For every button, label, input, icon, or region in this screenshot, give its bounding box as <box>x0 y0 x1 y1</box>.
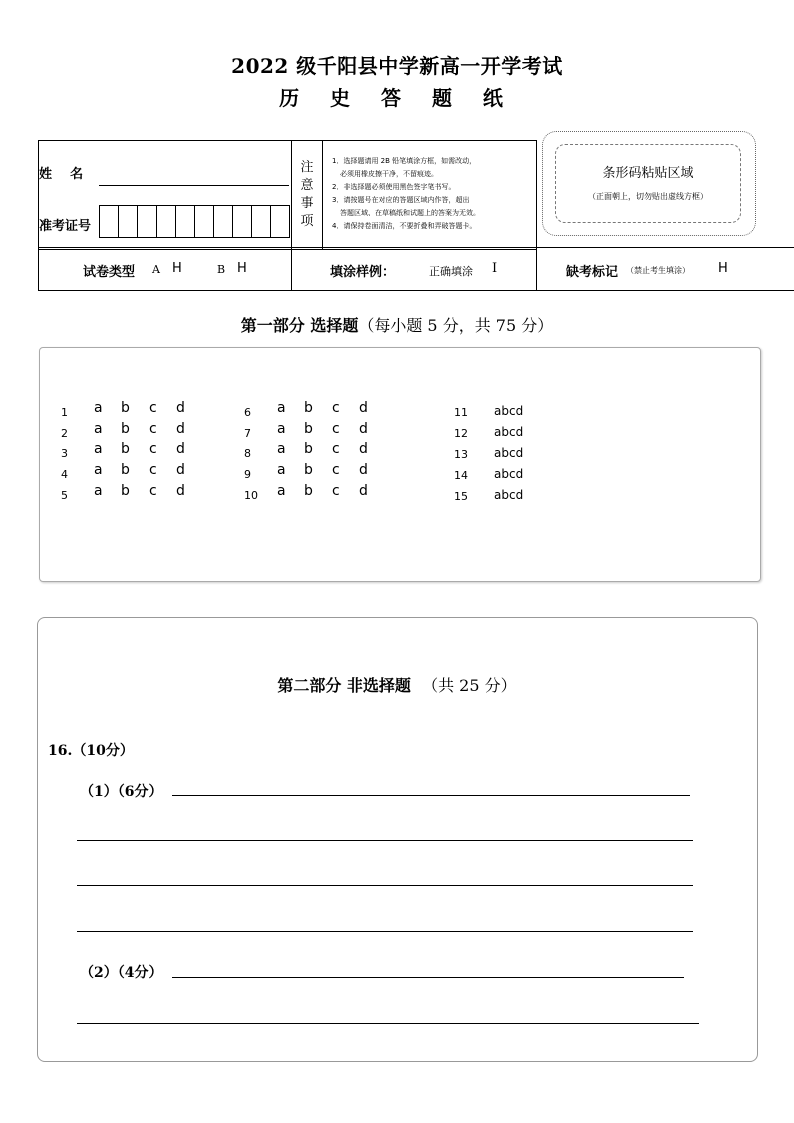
option-bubble[interactable]: a <box>277 400 286 416</box>
sample-mark: I <box>492 261 498 276</box>
question-number: 6 <box>244 406 251 419</box>
part2-title: 第二部分 非选择题 （共 25 分） <box>277 676 517 695</box>
option-bubble[interactable]: a <box>94 462 103 478</box>
answer-line[interactable] <box>77 931 693 932</box>
question-number: 10 <box>244 489 258 502</box>
answer-line[interactable] <box>172 795 690 796</box>
option-bubble[interactable]: a <box>94 400 103 416</box>
question-number: 3 <box>61 447 68 460</box>
option-bubble[interactable]: d <box>176 483 185 499</box>
type-a-bubble[interactable]: H <box>172 261 182 276</box>
option-bubbles[interactable]: abcd <box>494 425 524 439</box>
question-number: 12 <box>454 427 468 440</box>
option-bubble[interactable]: c <box>332 483 340 499</box>
question-number: 5 <box>61 489 68 502</box>
option-bubble[interactable]: a <box>94 421 103 437</box>
option-bubble[interactable]: d <box>359 441 368 457</box>
part1-title: 第一部分 选择题（每小题 5 分，共 75 分） <box>240 316 554 335</box>
student-info-box <box>38 140 291 250</box>
absent-note: （禁止考生填涂） <box>626 266 690 275</box>
question-number: 15 <box>454 490 468 503</box>
question-number: 7 <box>244 427 251 440</box>
option-bubble[interactable]: c <box>149 441 157 457</box>
option-bubble[interactable]: b <box>121 462 130 478</box>
notes-box <box>291 140 537 250</box>
option-bubble[interactable]: d <box>176 421 185 437</box>
option-bubble[interactable]: b <box>121 421 130 437</box>
question-number: 4 <box>61 468 68 481</box>
notes-text: 1．选择题请用 2B 铅笔填涂方框，如需改动， 必须用橡皮擦干净，不留痕迹。 2．非选择题必须使用黑色签字笔书写。 3．请按题号在对应的答题区域内作答，超出 答题区域、在草稿纸和试题上的答案为无效。 4．请保持卷面清洁，不要折叠和弄破答题卡。 <box>332 157 480 230</box>
answer-line[interactable] <box>77 1023 699 1024</box>
option-bubble[interactable]: c <box>149 483 157 499</box>
option-bubble[interactable]: d <box>359 421 368 437</box>
absent-label: 缺考标记 <box>566 265 619 280</box>
option-bubble[interactable]: d <box>359 483 368 499</box>
name-label: 姓 名 <box>39 167 84 182</box>
option-bubble[interactable]: d <box>176 462 185 478</box>
barcode-label: 条形码粘贴区域 <box>602 166 694 181</box>
sample-text: 正确填涂 <box>429 265 473 278</box>
question-number: 13 <box>454 448 468 461</box>
option-bubble[interactable]: a <box>277 483 286 499</box>
option-bubble[interactable]: c <box>332 400 340 416</box>
exam-subtitle: 历 史 答 题 纸 <box>279 86 515 110</box>
type-b-label: B <box>217 263 226 276</box>
option-bubble[interactable]: c <box>332 421 340 437</box>
question-number: 2 <box>61 427 68 440</box>
sample-label: 填涂样例： <box>330 265 396 280</box>
answer-line[interactable] <box>77 885 693 886</box>
question-number: 9 <box>244 468 251 481</box>
option-bubbles[interactable]: abcd <box>494 404 524 418</box>
q16-part1-label: （1）（6分） <box>80 784 163 800</box>
option-bubble[interactable]: d <box>176 400 185 416</box>
option-bubble[interactable]: d <box>359 462 368 478</box>
option-bubble[interactable]: b <box>304 462 313 478</box>
question-number: 11 <box>454 406 468 419</box>
option-bubble[interactable]: d <box>176 441 185 457</box>
option-bubble[interactable]: b <box>304 441 313 457</box>
q16-part2-label: （2）（4分） <box>80 965 163 981</box>
option-bubble[interactable]: a <box>277 441 286 457</box>
option-bubble[interactable]: b <box>304 421 313 437</box>
question-number: 14 <box>454 469 468 482</box>
barcode-note: （正面朝上，切勿贴出虚线方框） <box>588 192 708 201</box>
exam-type-row <box>38 247 794 291</box>
exam-number-cells[interactable] <box>99 205 290 238</box>
option-bubbles[interactable]: abcd <box>494 467 524 481</box>
type-a-label: A <box>152 263 160 276</box>
option-bubbles[interactable]: abcd <box>494 488 524 502</box>
question-number: 8 <box>244 447 251 460</box>
notes-heading: 注 意 事 项 <box>292 141 323 249</box>
answer-line[interactable] <box>77 840 693 841</box>
paper-type-label: 试卷类型 <box>83 265 136 280</box>
absent-bubble[interactable]: H <box>718 261 728 276</box>
exam-title: 2022 级千阳县中学新高一开学考试 <box>231 54 563 78</box>
option-bubble[interactable]: c <box>149 462 157 478</box>
option-bubble[interactable]: b <box>121 483 130 499</box>
option-bubbles[interactable]: abcd <box>494 446 524 460</box>
option-bubble[interactable]: b <box>304 483 313 499</box>
option-bubble[interactable]: b <box>121 441 130 457</box>
answer-line[interactable] <box>172 977 684 978</box>
barcode-area <box>542 131 756 236</box>
option-bubble[interactable]: c <box>332 462 340 478</box>
option-bubble[interactable]: a <box>94 441 103 457</box>
type-b-bubble[interactable]: H <box>237 261 247 276</box>
option-bubble[interactable]: a <box>277 421 286 437</box>
option-bubble[interactable]: b <box>121 400 130 416</box>
option-bubble[interactable]: d <box>359 400 368 416</box>
q16-label: 16.（10分） <box>48 743 134 759</box>
option-bubble[interactable]: a <box>94 483 103 499</box>
multiple-choice-panel <box>39 347 761 582</box>
option-bubble[interactable]: c <box>149 421 157 437</box>
question-number: 1 <box>61 406 68 419</box>
exam-number-label: 准考证号 <box>39 219 92 234</box>
name-field[interactable] <box>99 185 289 186</box>
option-bubble[interactable]: b <box>304 400 313 416</box>
option-bubble[interactable]: c <box>149 400 157 416</box>
option-bubble[interactable]: c <box>332 441 340 457</box>
option-bubble[interactable]: a <box>277 462 286 478</box>
